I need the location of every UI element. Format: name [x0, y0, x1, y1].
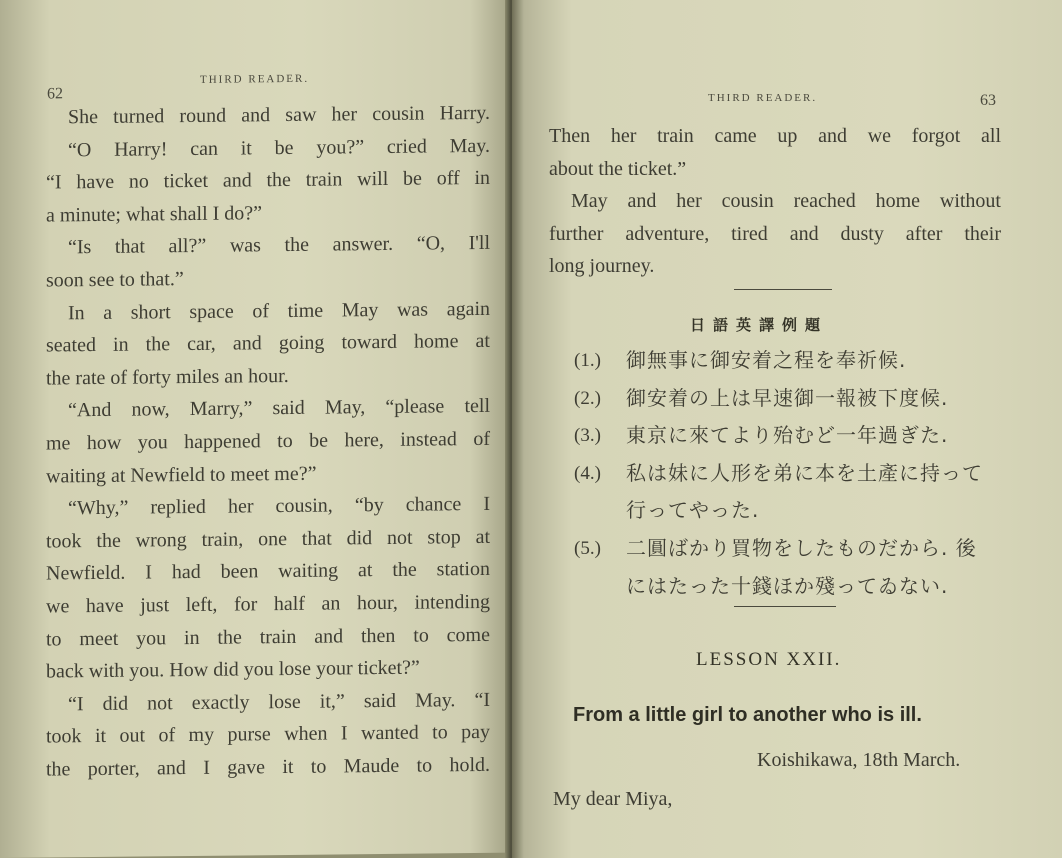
exercise-item	[574, 455, 983, 493]
text-line: took it out of my purse when I wanted to pay	[46, 721, 490, 748]
text-line: long journey.	[549, 255, 655, 278]
exercise-number: (3.)	[574, 425, 601, 447]
exercise-text: 御無事に御安着之程を奉祈候.	[626, 348, 907, 372]
text-line: about the ticket.”	[549, 157, 687, 180]
text-line: May and her cousin reached home without	[571, 190, 1001, 213]
section-rule	[734, 289, 832, 290]
left-page	[0, 0, 510, 858]
exercise-text: 御安着の上は早速御一報被下度候.	[626, 385, 949, 410]
exercise-number: (4.)	[574, 462, 601, 484]
text-line: took the wrong train, one that did not stop at	[46, 525, 490, 553]
text-line: to meet you in the train and then to come	[46, 623, 490, 651]
text-line: a minute; what shall I do?”	[46, 202, 263, 227]
text-line: Newfield. I had been waiting at the station	[46, 558, 490, 585]
exercise-text-continued: にはたった十錢ほか殘ってゐない.	[626, 573, 949, 598]
exercise-item	[574, 417, 983, 455]
text-line: She turned round and saw her cousin Harry.	[68, 101, 490, 129]
exercise-item	[574, 342, 983, 380]
exercise-number: (1.)	[574, 350, 601, 371]
text-line: “Why,” replied her cousin, “by chance I	[68, 492, 490, 520]
page-number: 62	[47, 85, 63, 103]
text-line: “O Harry! can it be you?” cried May.	[68, 134, 490, 161]
section-rule	[734, 606, 836, 607]
text-line: back with you. How did you lose your ticket?”	[46, 656, 420, 683]
text-line: seated in the car, and going toward home at	[46, 330, 490, 357]
page-number: 63	[980, 92, 996, 109]
text-line: “I did not exactly lose it,” said May. “I	[68, 688, 490, 715]
running-head: THIRD READER.	[200, 72, 310, 86]
exercise-text: 二圓ばかり買物をしたものだから. 後	[626, 535, 977, 560]
exercise-number: (2.)	[574, 387, 601, 409]
exercise-text-continued: 行ってやった.	[626, 498, 760, 523]
lesson-subtitle: From a little girl to another who is ill.	[573, 704, 922, 726]
exercise-number: (5.)	[574, 537, 601, 559]
running-head: THIRD READER.	[708, 92, 818, 104]
lesson-heading: LESSON XXII.	[696, 649, 842, 670]
text-line: In a short space of time May was again	[68, 297, 490, 324]
body-text	[46, 97, 490, 786]
exercise-item	[574, 380, 983, 418]
exercise-text: 私は妹に人形を弟に本を土產に持って	[626, 460, 983, 485]
text-line: we have just left, for half an hour, intending	[46, 590, 490, 618]
letter-salutation: My dear Miya,	[553, 788, 673, 810]
right-page	[512, 0, 1062, 858]
exercise-item	[574, 530, 983, 568]
text-line: the rate of forty miles an hour.	[46, 364, 289, 390]
text-line: “And now, Marry,” said May, “please tell	[68, 395, 490, 422]
text-line: the porter, and I gave it to Maude to hold.	[46, 753, 490, 781]
letter-dateline: Koishikawa, 18th March.	[757, 749, 961, 771]
body-text	[549, 120, 1001, 283]
exercise-text: 東京に來てより殆むど一年過ぎた.	[626, 423, 949, 448]
text-line: waiting at Newfield to meet me?”	[46, 462, 317, 488]
text-line: Then her train came up and we forgot all	[549, 125, 1001, 147]
text-line: soon see to that.”	[46, 268, 184, 292]
exercise-title: 日語英譯例題	[690, 316, 829, 334]
text-line: “Is that all?” was the answer. “O, I'll	[68, 232, 490, 259]
text-line: further adventure, tired and dusty after their	[549, 222, 1001, 245]
text-line: “I have no ticket and the train will be off in	[46, 167, 490, 194]
text-line: me how you happened to be here, instead of	[46, 427, 490, 455]
exercise-list	[574, 342, 983, 605]
